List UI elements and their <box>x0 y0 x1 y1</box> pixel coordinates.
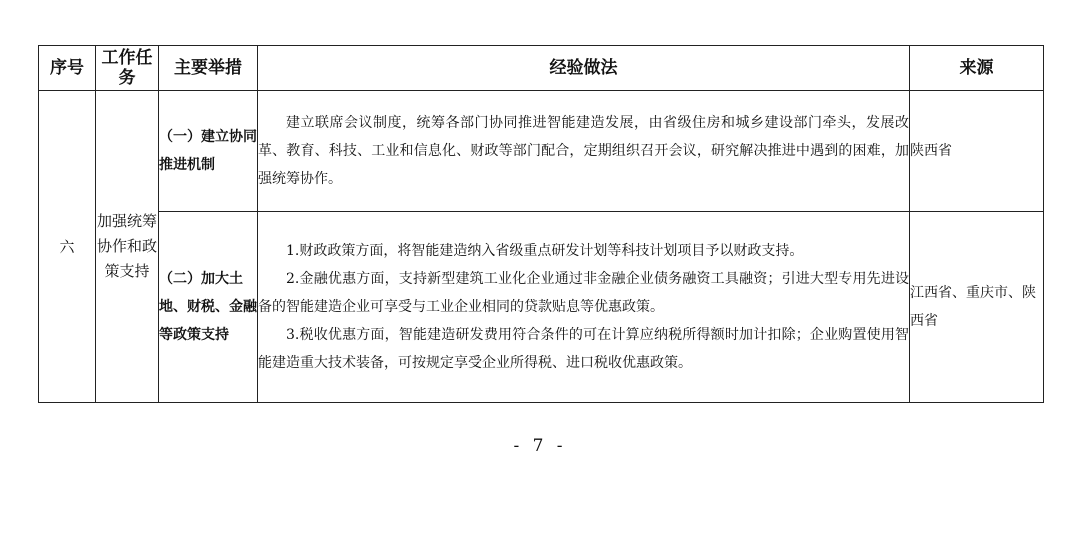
row-source: 陕西省 <box>910 91 1044 212</box>
row-task: 加强统筹协作和政策支持 <box>96 91 159 403</box>
row-seq: 六 <box>39 91 96 403</box>
header-source: 来源 <box>910 46 1044 91</box>
practice-paragraph: 建立联席会议制度，统筹各部门协同推进智能建造发展，由省级住房和城乡建设部门牵头，发展改革、教育、科技、工业和信息化、财政等部门配合，定期组织召开会议，研究解决推进中遇到的困难，加强统筹协作。 <box>258 115 909 187</box>
experience-table <box>38 45 1044 403</box>
practice-paragraph: 1.财政政策方面，将智能建造纳入省级重点研发计划等科技计划项目予以财政支持。 <box>286 243 804 259</box>
header-task: 工作任务 <box>96 46 159 91</box>
practice-paragraph: 2.金融优惠方面，支持新型建筑工业化企业通过非金融企业债务融资工具融资；引进大型专用先进设备的智能建造企业可享受与工业企业相同的贷款贴息等优惠政策。 <box>258 271 909 315</box>
row-measure: （二）加大土地、财税、金融等政策支持 <box>159 212 258 403</box>
row-source: 江西省、重庆市、陕西省 <box>910 212 1044 403</box>
practice-paragraph: 3.税收优惠方面，智能建造研发费用符合条件的可在计算应纳税所得额时加计扣除；企业购置使用智能建造重大技术装备，可按规定享受企业所得税、进口税收优惠政策。 <box>258 327 909 371</box>
header-practice: 经验做法 <box>258 46 910 91</box>
header-measure: 主要举措 <box>159 46 258 91</box>
page-number: - 7 - <box>513 436 567 456</box>
row-measure: （一）建立协同推进机制 <box>159 91 258 212</box>
header-seq: 序号 <box>39 46 96 91</box>
table-row <box>39 212 1044 403</box>
row-practice <box>258 91 910 212</box>
table-row <box>39 91 1044 212</box>
row-practice <box>258 212 910 403</box>
table-header-row <box>39 46 1044 91</box>
